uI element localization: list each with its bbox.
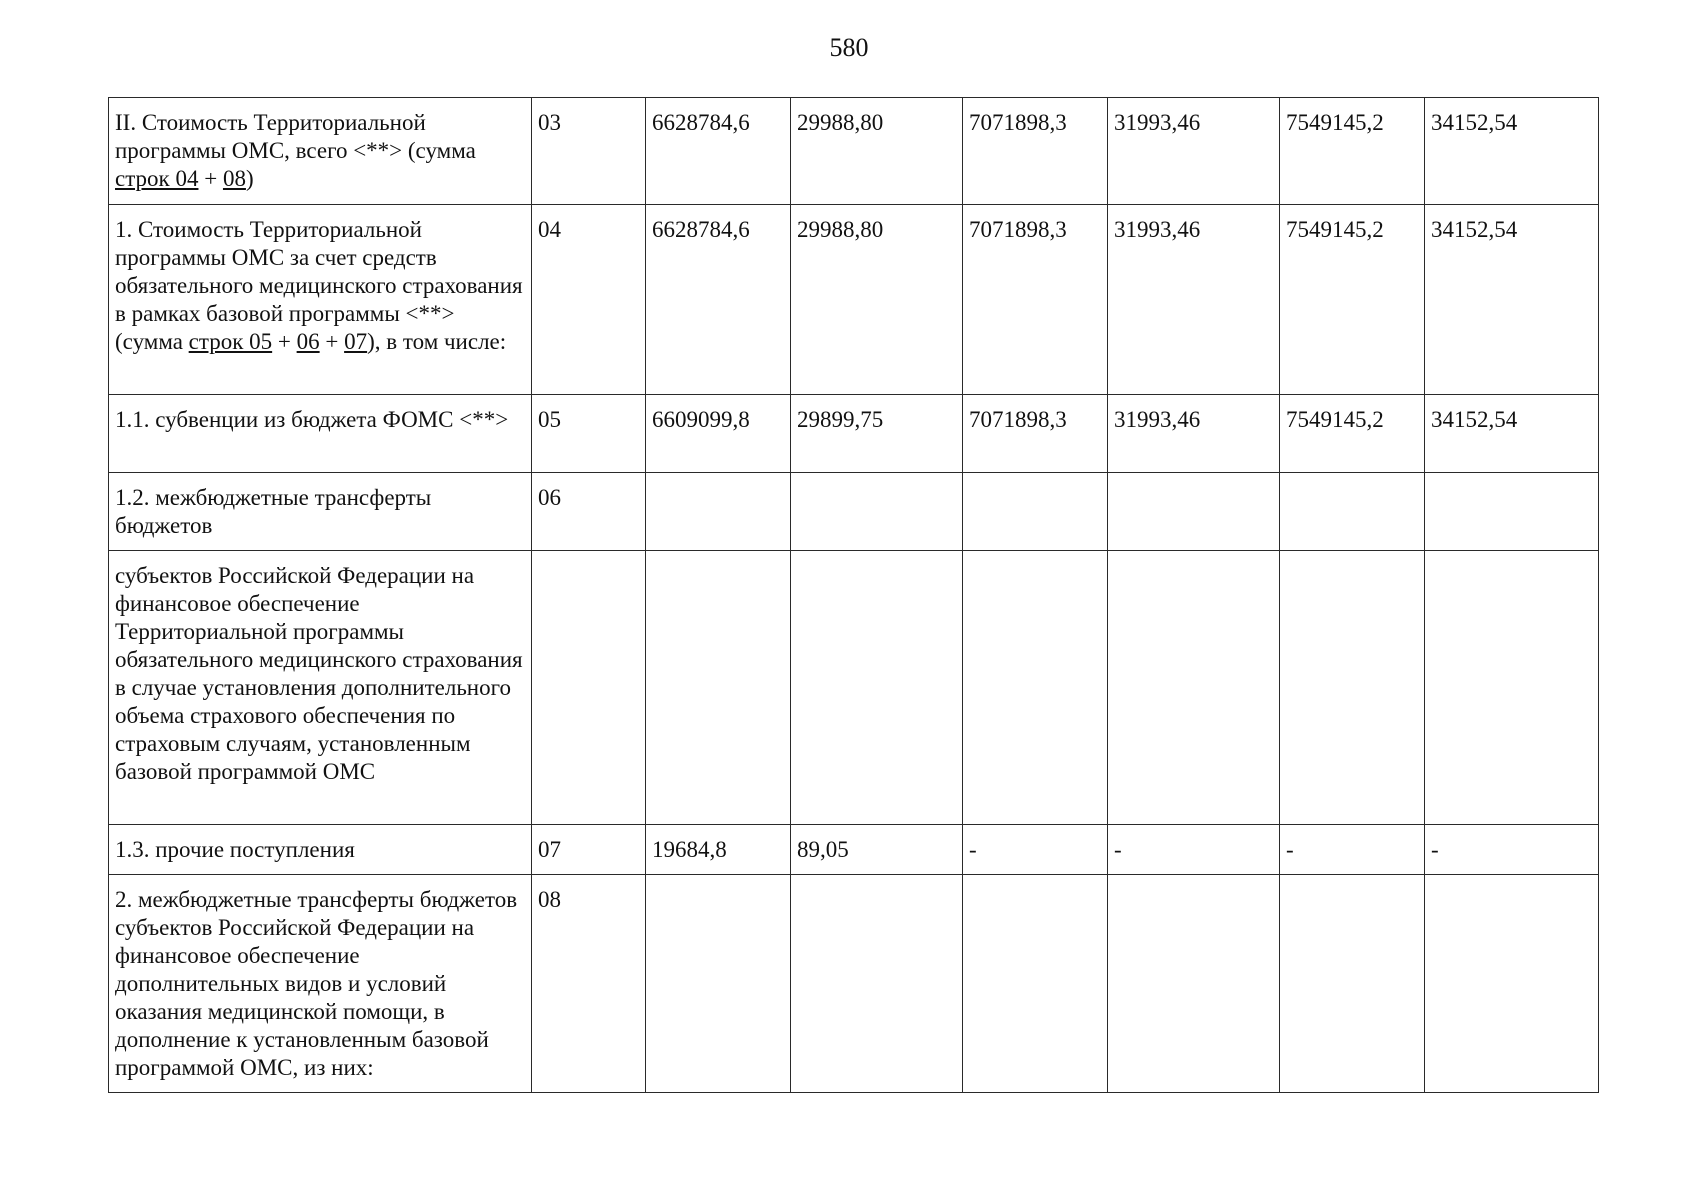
value-cell: 31993,46 <box>1108 395 1280 473</box>
value-cell <box>1425 473 1599 551</box>
value-cell <box>1280 875 1425 1093</box>
row-name-cell <box>109 205 532 395</box>
row-name-text: субъектов Российской Федерации на финансовое обеспечение Территориальной программы обязательного медицинского страхования в случае установления дополнительного объема страхового обеспечения по страховым случаям, установленным базовой программой ОМС <box>115 563 523 784</box>
row-code-cell: 05 <box>532 395 646 473</box>
row-reference-link[interactable]: 07 <box>344 329 368 354</box>
value-cell: 6609099,8 <box>646 395 791 473</box>
value-cell <box>1108 473 1280 551</box>
row-code-cell <box>532 551 646 825</box>
value-cell: 7549145,2 <box>1280 205 1425 395</box>
value-cell <box>1280 551 1425 825</box>
table-body <box>109 98 1599 1093</box>
table-row-07 <box>109 825 1599 875</box>
row-code-cell: 03 <box>532 98 646 205</box>
value-cell: 7071898,3 <box>963 395 1108 473</box>
row-name-cell <box>109 551 532 825</box>
table-row-04 <box>109 205 1599 395</box>
value-cell <box>646 875 791 1093</box>
value-cell <box>963 551 1108 825</box>
value-cell: - <box>1425 825 1599 875</box>
value-cell: 29988,80 <box>791 205 963 395</box>
value-cell: - <box>1108 825 1280 875</box>
row-name-text: 1.1. субвенции из бюджета ФОМС <**> <box>115 407 509 432</box>
row-name-text: + <box>272 329 297 354</box>
row-code-cell: 08 <box>532 875 646 1093</box>
value-cell: 7071898,3 <box>963 205 1108 395</box>
value-cell: 31993,46 <box>1108 205 1280 395</box>
value-cell <box>963 875 1108 1093</box>
row-name-text: 1. Стоимость Территориальной программы ОМС за счет средств обязательного медицинского страхования в рамках базовой программы <**> (сумма <box>115 217 523 354</box>
row-name-cell <box>109 473 532 551</box>
table-row-05 <box>109 395 1599 473</box>
value-cell <box>646 473 791 551</box>
row-name-cell <box>109 395 532 473</box>
value-cell: - <box>963 825 1108 875</box>
row-reference-link[interactable]: 08 <box>222 166 246 191</box>
table-row-06-continued <box>109 551 1599 825</box>
value-cell: 6628784,6 <box>646 205 791 395</box>
value-cell: 89,05 <box>791 825 963 875</box>
row-name-text: 1.3. прочие поступления <box>115 837 355 862</box>
value-cell <box>1108 875 1280 1093</box>
value-cell <box>1108 551 1280 825</box>
value-cell: 34152,54 <box>1425 98 1599 205</box>
value-cell: 6628784,6 <box>646 98 791 205</box>
value-cell: 7071898,3 <box>963 98 1108 205</box>
value-cell: 29988,80 <box>791 98 963 205</box>
table-row-06 <box>109 473 1599 551</box>
value-cell <box>791 551 963 825</box>
value-cell: 7549145,2 <box>1280 395 1425 473</box>
row-reference-link[interactable]: 06 <box>296 329 320 354</box>
value-cell <box>646 551 791 825</box>
row-name-text: + <box>198 166 223 191</box>
budget-table <box>108 97 1599 1093</box>
value-cell <box>1425 551 1599 825</box>
row-name-text: 1.2. межбюджетные трансферты бюджетов <box>115 485 432 538</box>
table-row-08 <box>109 875 1599 1093</box>
row-reference-link[interactable]: строк 04 <box>115 166 199 191</box>
value-cell <box>1425 875 1599 1093</box>
row-name-text: + <box>319 329 345 354</box>
value-cell: 19684,8 <box>646 825 791 875</box>
row-name-cell <box>109 875 532 1093</box>
value-cell: 7549145,2 <box>1280 98 1425 205</box>
row-name-cell <box>109 98 532 205</box>
table-row-03 <box>109 98 1599 205</box>
row-code-cell: 07 <box>532 825 646 875</box>
value-cell <box>963 473 1108 551</box>
row-name-text: II. Стоимость Территориальной программы ОМС, всего <**> (сумма <box>115 110 476 163</box>
row-name-text: 2. межбюджетные трансферты бюджетов субъектов Российской Федерации на финансовое обеспечение дополнительных видов и условий оказания медицинской помощи, в дополнение к установленным базовой программой ОМС, из них: <box>115 887 518 1080</box>
row-name-cell <box>109 825 532 875</box>
value-cell: 34152,54 <box>1425 205 1599 395</box>
value-cell <box>1280 473 1425 551</box>
row-code-cell: 04 <box>532 205 646 395</box>
value-cell: - <box>1280 825 1425 875</box>
value-cell: 29899,75 <box>791 395 963 473</box>
row-reference-link[interactable]: строк 05 <box>188 329 273 354</box>
value-cell <box>791 875 963 1093</box>
value-cell: 31993,46 <box>1108 98 1280 205</box>
value-cell <box>791 473 963 551</box>
value-cell: 34152,54 <box>1425 395 1599 473</box>
row-name-text: ) <box>245 166 254 191</box>
row-name-text: ), в том числе: <box>367 329 507 354</box>
page-number: 580 <box>829 33 869 62</box>
row-code-cell: 06 <box>532 473 646 551</box>
